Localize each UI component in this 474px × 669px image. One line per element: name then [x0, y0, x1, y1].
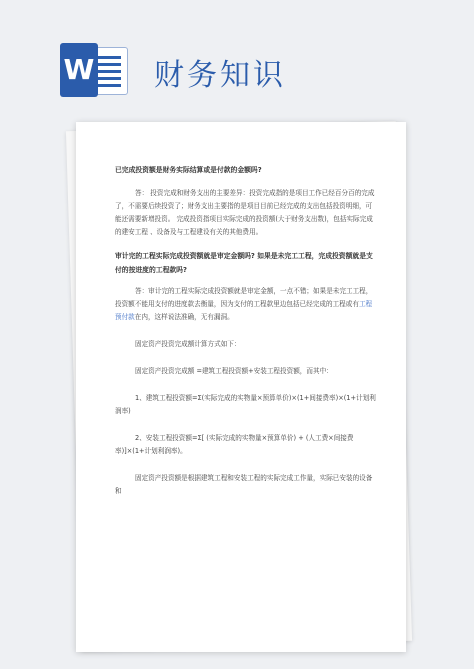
answer-1: 答： 投资完成和财务支出的主要差异：投资完成指的是项目工作已经百分百的完成了，不需要后续投资了；财务支出主要指的是项目目前已经完成的支出包括投资明细，可能还需要新增投资。 完成投资指项目实际完成的投资额(大于财务支出数)，包括实际完成的建安工程 、设备及与工程建设有关的其他费用。	[115, 189, 375, 236]
word-icon	[60, 43, 128, 97]
question-1: 已完成投资额是财务实际结算或是付款的金额吗?	[115, 166, 262, 174]
closing-paragraph: 固定资产投资额是根据建筑工程和安装工程的实际完成工作量，实际已安装的设备和	[115, 474, 373, 495]
header-title: 财务知识	[154, 58, 286, 93]
word-icon-letter: W	[60, 43, 98, 97]
document-content	[115, 164, 377, 512]
formula-installation: 2、安装工程投资额=Σ[ (实际完成的实物量×预算单价) + (人工费×间接费率)]×(1+计划利润率)。	[115, 434, 354, 455]
formula-intro: 固定资产投资完成额计算方式如下：	[135, 340, 241, 348]
question-2: 审计完的工程实际完成投资额就是审定金额吗? 如果是未完工工程，完成投资额就是支付的按进度的工程款吗?	[115, 252, 373, 274]
answer-2-tail: 在内，这样说法准确，无有漏洞。	[134, 313, 234, 321]
formula-total: 固定资产投资完成额 =建筑工程投资额+安装工程投资额，而其中：	[135, 367, 333, 375]
document-page	[76, 122, 406, 652]
header-banner	[0, 0, 474, 100]
prepayment-link[interactable]: 工程预付款	[115, 300, 373, 321]
answer-2-text: 答：审计完的工程实际完成投资额就是审定金额，一点不错；如果是未完工工程，投资额不能用支付的进度款去衡量，因为支付的工程款里边包括已经完成的工程或有	[115, 287, 373, 308]
answer-2	[115, 285, 377, 324]
formula-construction: 1、建筑工程投资额=Σ(实际完成的实物量×预算单价)×(1+间接费率)×(1+计划利润率)	[115, 394, 376, 415]
